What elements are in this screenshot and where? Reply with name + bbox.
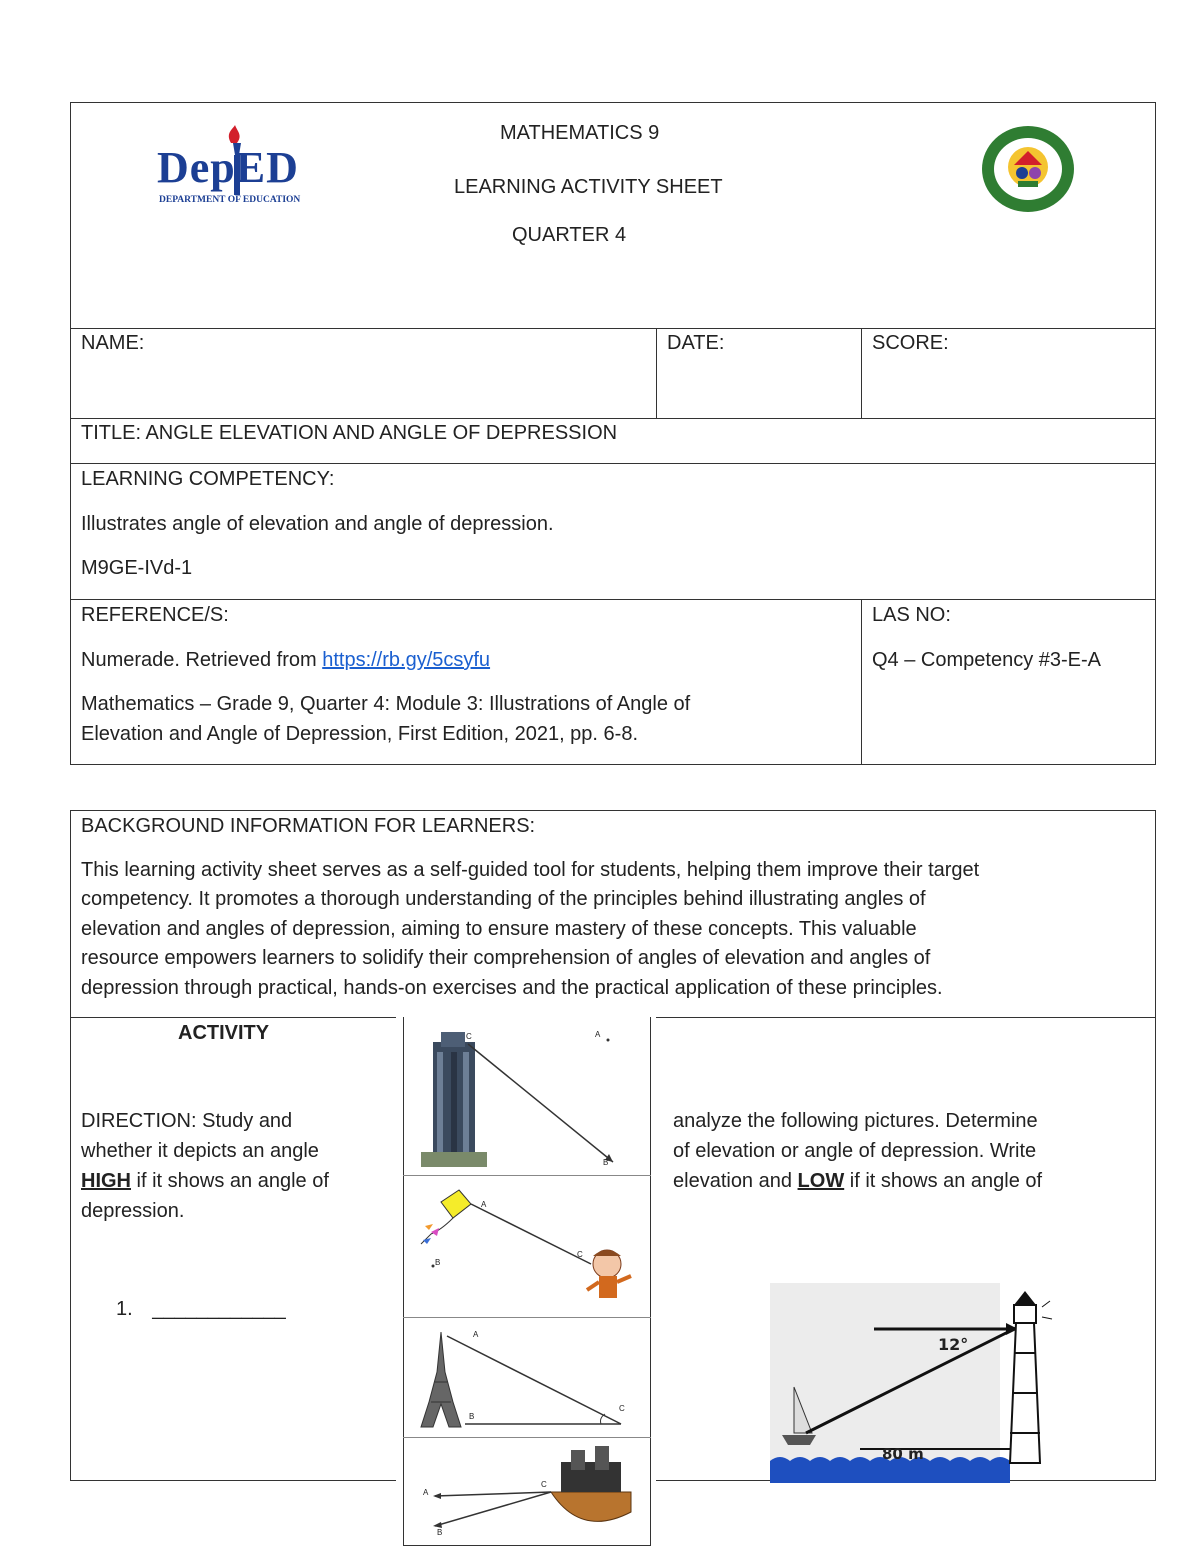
deped-logo-text: DepED: [157, 143, 299, 192]
ship-label-a: A: [423, 1488, 429, 1497]
answer-item-1: [116, 1294, 286, 1324]
picture-strip: [403, 1017, 651, 1546]
direction-right-line3-pre: elevation and: [673, 1170, 798, 1192]
direction-right-line2: of elevation or angle of depression. Write: [673, 1140, 1037, 1162]
lighthouse-angle-label: 12°: [938, 1335, 969, 1354]
references-label: REFERENCE/S:: [81, 604, 229, 626]
score-field[interactable]: SCORE:: [872, 332, 949, 354]
tower-figure: [411, 1322, 643, 1434]
quarter-heading: QUARTER 4: [512, 224, 627, 246]
building-figure: [413, 1022, 643, 1172]
kite-label-c: C: [577, 1250, 583, 1259]
competency-code: M9GE-IVd-1: [81, 557, 193, 579]
module-reference-line2: Elevation and Angle of Depression, First Edition, 2021, pp. 6-8.: [81, 723, 639, 745]
competency-text: Illustrates angle of elevation and angle of depression.: [81, 513, 554, 535]
direction-left-line4: depression.: [81, 1200, 185, 1222]
direction-right-line3: [673, 1166, 1042, 1196]
item-number: 1.: [116, 1298, 133, 1320]
background-line: competency. It promotes a thorough understanding of the principles behind illustrating angles of: [81, 888, 926, 911]
background-line: elevation and angles of depression, aiming to ensure mastery of these concepts. This valuable: [81, 917, 917, 940]
direction-right-line1: analyze the following pictures. Determine: [673, 1110, 1038, 1132]
building-label-a: A: [595, 1030, 601, 1039]
ship-label-c: C: [541, 1480, 547, 1489]
kite-label-b: B: [435, 1258, 441, 1267]
kite-label-a: A: [481, 1200, 487, 1209]
numerade-link[interactable]: https://rb.gy/5csyfu: [322, 649, 491, 671]
deped-logo: [155, 125, 325, 210]
activity-title: TITLE: ANGLE ELEVATION AND ANGLE OF DEPRESSION: [81, 422, 618, 444]
las-value: Q4 – Competency #3-E-A: [872, 649, 1101, 671]
tower-label-b: B: [469, 1412, 475, 1421]
direction-left-line2: whether it depicts an angle: [81, 1140, 319, 1162]
background-line: depression through practical, hands-on exercises and the practical application of these principles.: [81, 976, 943, 999]
division-seal-icon: [980, 125, 1076, 213]
background-line: resource empowers learners to solidify their comprehension of angles of elevation and angles of: [81, 947, 931, 970]
high-keyword: HIGH: [81, 1170, 131, 1192]
numerade-reference: [81, 645, 490, 675]
direction-left-line1: DIRECTION: Study and: [81, 1110, 293, 1132]
tower-label-c: C: [619, 1404, 625, 1413]
module-reference-line1: Mathematics – Grade 9, Quarter 4: Module 3: Illustrations of Angle of: [81, 693, 691, 715]
subject-heading: MATHEMATICS 9: [500, 122, 660, 144]
background-paragraph: [81, 856, 979, 1003]
ship-label-b: B: [437, 1528, 443, 1537]
las-label: LAS NO:: [872, 604, 951, 626]
direction-left-line3-rest: if it shows an angle of: [131, 1170, 329, 1192]
answer-blank[interactable]: ____________: [152, 1298, 286, 1320]
building-label-c: C: [466, 1032, 472, 1041]
direction-left-line3: [81, 1166, 329, 1196]
background-line: This learning activity sheet serves as a self-guided tool for students, helping them improve their target: [81, 859, 980, 881]
kite-figure: [411, 1182, 643, 1312]
tower-label-a: A: [473, 1330, 479, 1339]
low-keyword: LOW: [797, 1170, 845, 1192]
building-label-b: B: [603, 1158, 609, 1167]
deped-logo-subtext: DEPARTMENT OF EDUCATION: [159, 195, 301, 205]
background-label: BACKGROUND INFORMATION FOR LEARNERS:: [81, 815, 536, 837]
numerade-prefix: Numerade. Retrieved from: [81, 649, 323, 671]
lighthouse-figure: [770, 1283, 1060, 1483]
activity-heading: ACTIVITY: [178, 1022, 270, 1044]
sheet-heading: LEARNING ACTIVITY SHEET: [454, 176, 723, 198]
direction-right-line3-rest: if it shows an angle of: [844, 1170, 1043, 1192]
date-field[interactable]: DATE:: [667, 332, 725, 354]
competency-label: LEARNING COMPETENCY:: [81, 468, 335, 490]
lighthouse-distance-label: 80 m: [882, 1445, 924, 1463]
ship-figure: [411, 1442, 643, 1542]
name-field[interactable]: NAME:: [81, 332, 145, 354]
